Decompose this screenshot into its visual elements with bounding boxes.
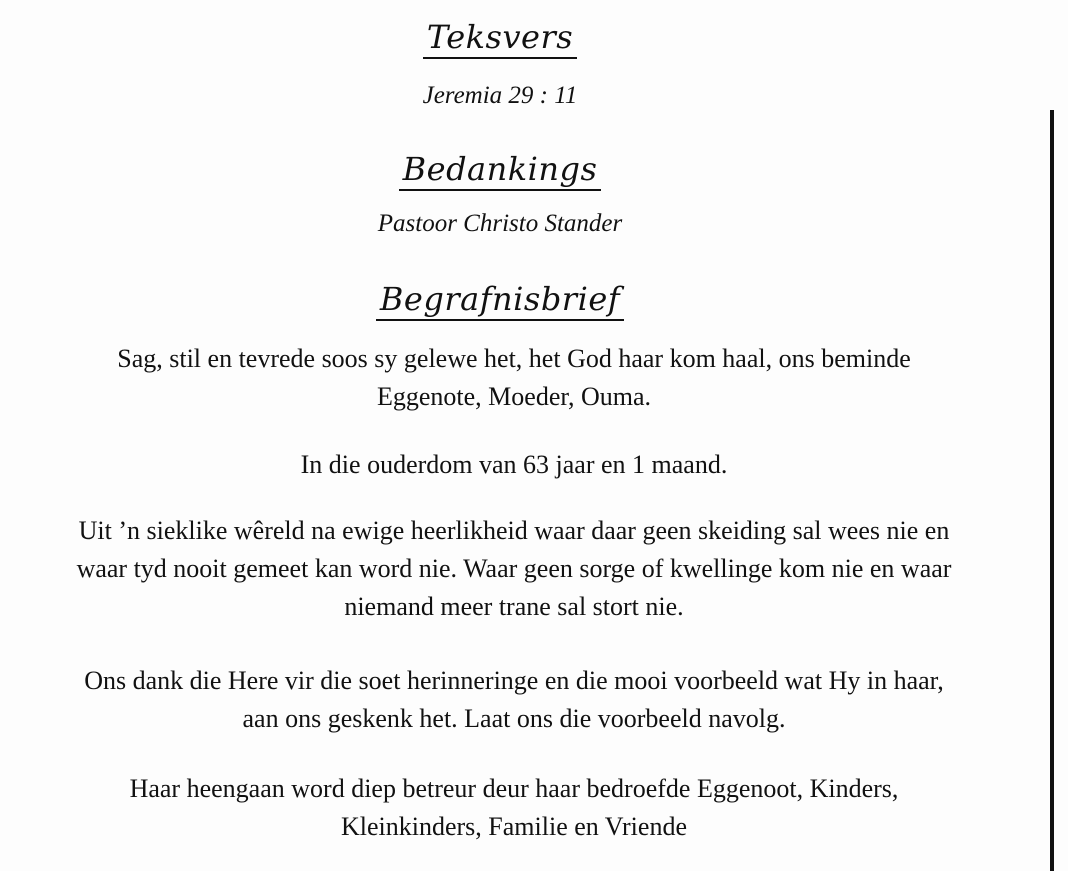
teksvers-heading: Teksvers (0, 18, 1000, 59)
letter-paragraph-2: In die ouderdom van 63 jaar en 1 maand. (300, 450, 728, 479)
letter-paragraph-1: Sag, stil en tevrede soos sy gelewe het, het God haar kom haal, ons beminde Eggenote, Moeder, Ouma. (117, 344, 911, 411)
letter-paragraph-4: Ons dank die Here vir die soet herinneringe en die mooi voorbeeld wat Hy in haar, aan ons geskenk het. Laat ons die voorbeeld navolg. (84, 666, 944, 733)
begrafnisbrief-heading: Begrafnisbrief (0, 280, 1000, 321)
letter-paragraph-3: Uit ’n sieklike wêreld na ewige heerlikheid waar daar geen skeiding sal wees nie en waar tyd nooit gemeet kan word nie. Waar geen sorge of kwellinge kom nie en waar niemand meer trane sal stort nie. (76, 516, 952, 621)
letter-paragraph-5: Haar heengaan word diep betreur deur haar bedroefde Eggenoot, Kinders, Kleinkinders, Familie en Vriende (129, 774, 899, 841)
scripture-reference: Jeremia 29 : 11 (422, 82, 578, 109)
bedankings-heading: Bedankings (0, 150, 1000, 191)
page-edge-border (1050, 110, 1054, 871)
pastor-name: Pastoor Christo Stander (377, 210, 623, 237)
